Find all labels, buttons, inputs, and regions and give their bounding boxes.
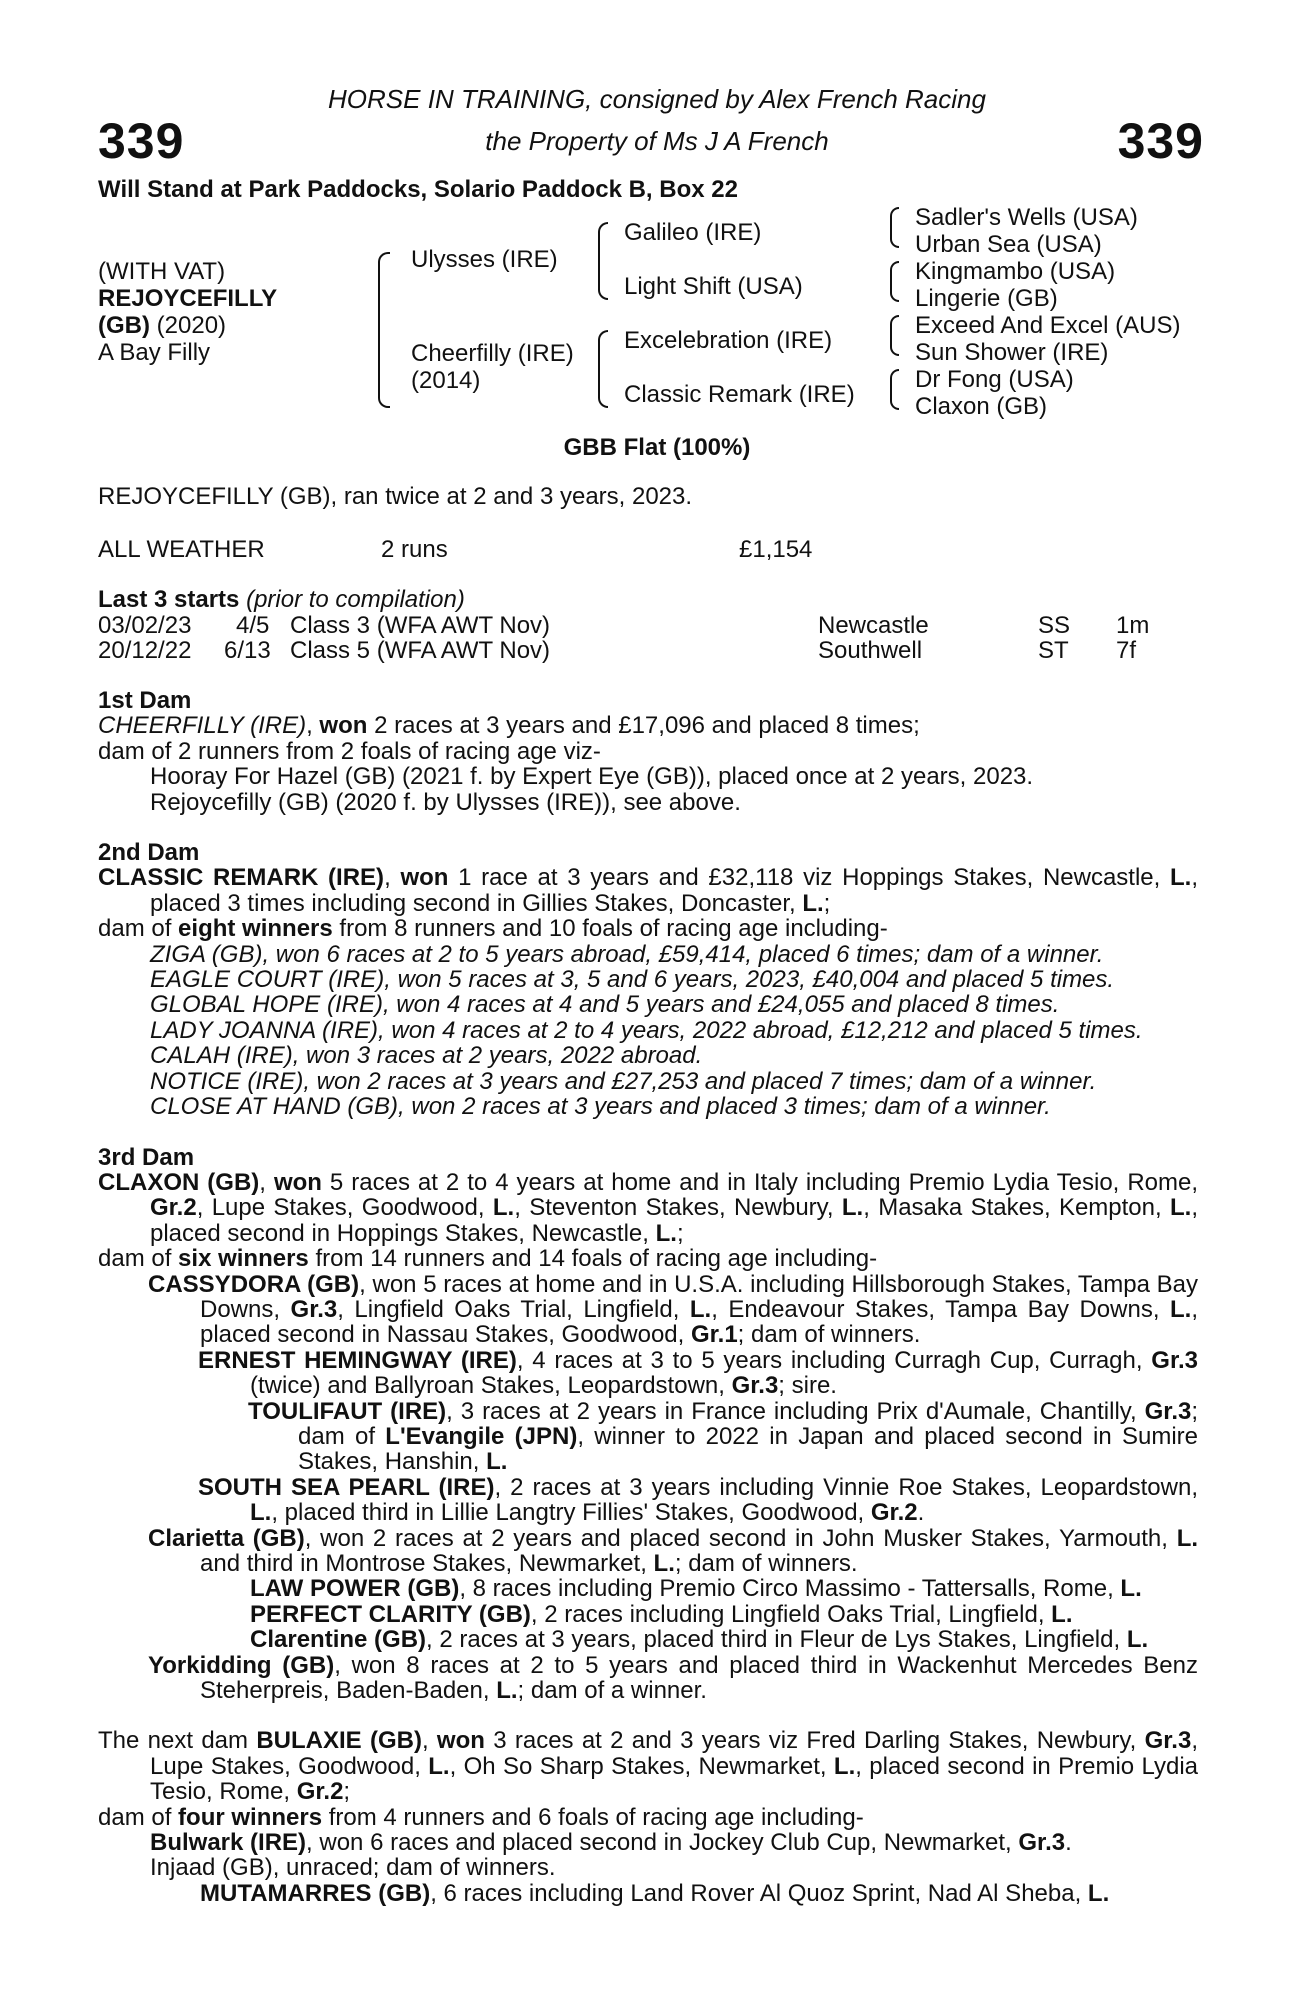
pedigree-dam: Cheerfilly (IRE)	[411, 340, 574, 367]
sire-dam-brace	[378, 252, 390, 408]
race-summary: REJOYCEFILLY (GB), ran twice at 2 and 3 years, 2023.	[98, 483, 693, 510]
listed-tag: L.	[655, 1219, 677, 1247]
next-dam-produce	[98, 1805, 1198, 1830]
record-text: .	[917, 1499, 925, 1527]
record-text: , 8 races including Premio Circo Massimo - Tattersalls, Rome,	[459, 1575, 1121, 1603]
start-course: Southwell	[818, 637, 923, 664]
progeny-entry: Injaad (GB), unraced; dam of winners.	[150, 1854, 556, 1882]
foal-entry: Rejoycefilly (GB) (2020 f. by Ulysses (IRE)), see above.	[150, 788, 741, 816]
progeny-name: SOUTH SEA PEARL (IRE)	[198, 1473, 495, 1501]
progeny-entry	[98, 1576, 1198, 1601]
gen3-brace-1	[890, 207, 899, 248]
record-text: ; dam of	[298, 1397, 1199, 1450]
gbb-flat: GBB Flat (100%)	[563, 434, 751, 461]
progeny-name: LADY JOANNA (IRE)	[150, 1016, 379, 1044]
record-text: from 4 runners and 6 foals of racing age including-	[322, 1803, 864, 1831]
pedigree-sdd: Lingerie (GB)	[915, 285, 1058, 312]
won-label: won	[400, 864, 449, 892]
start-distance: 7f	[1116, 637, 1137, 664]
listed-tag: L.	[841, 1194, 864, 1222]
record-text: , 4 races at 3 to 5 years including Curragh Cup, Curragh,	[516, 1346, 1152, 1374]
record-text: 1 race at 3 years and £32,118 viz Hoppings Stakes, Newcastle,	[448, 864, 1171, 892]
record-text: 3 races at 2 and 3 years viz Fred Darling Stakes, Newbury,	[484, 1727, 1145, 1755]
record-text: The next dam	[98, 1727, 257, 1755]
record-text: ; dam of winners.	[737, 1321, 921, 1349]
record-text: , placed second in Hoppings Stakes, Newcastle,	[150, 1194, 1198, 1247]
record-text: , placed second in Nassau Stakes, Goodwood,	[200, 1295, 1198, 1349]
lot-number-right: 339	[1117, 113, 1204, 169]
pedigree-ss: Galileo (IRE)	[624, 219, 762, 246]
dam-parents-brace	[598, 330, 608, 408]
start-going: ST	[1038, 637, 1069, 664]
separator: ,	[306, 712, 320, 740]
pedigree-dsd: Sun Shower (IRE)	[915, 339, 1109, 366]
progeny-record: , won 6 races at 2 to 5 years abroad, £59,414, placed 6 times; dam of a winner.	[262, 940, 1104, 968]
listed-tag: L.	[1169, 1295, 1192, 1323]
progeny-name: Clarentine (GB)	[250, 1626, 427, 1654]
listed-tag: L.	[1170, 864, 1192, 892]
separator: ;	[676, 1219, 684, 1247]
listed-tag: L.	[250, 1499, 272, 1527]
won-label: won	[273, 1168, 322, 1196]
record-text: ; sire.	[778, 1372, 837, 1400]
listed-tag: L.	[486, 1448, 508, 1476]
progeny-name: ERNEST HEMINGWAY (IRE)	[198, 1346, 517, 1374]
first-dam-record: 2 races at 3 years and £17,096 and placed 8 times;	[367, 712, 920, 740]
record-text: dam of	[98, 1803, 179, 1831]
listed-tag: L.	[653, 1550, 675, 1577]
record-text: , won 8 races at 2 to 5 years and placed third in Wackenhut Mercedes Benz Steherpreis, Baden-Baden,	[200, 1651, 1198, 1705]
horse-name: REJOYCEFILLY	[98, 285, 278, 312]
record-runs: 2 runs	[381, 536, 448, 563]
progeny-entry	[98, 1018, 1198, 1043]
first-dam-name: CHEERFILLY (IRE)	[98, 712, 307, 740]
progeny-record: , won 4 races at 4 and 5 years and £24,055 and placed 8 times.	[382, 991, 1060, 1019]
listed-tag: L.	[492, 1194, 515, 1222]
record-text: ; dam of winners.	[674, 1550, 858, 1577]
start-position: 6/13	[224, 637, 271, 664]
progeny-record: , won 4 races at 2 to 4 years, 2022 abroad, £12,212 and placed 5 times.	[378, 1016, 1143, 1044]
pedigree-dam-year: (2014)	[411, 367, 481, 394]
progeny-name: GLOBAL HOPE (IRE)	[150, 991, 383, 1019]
record-text: , 6 races including Land Rover Al Quoz Sprint, Nad Al Sheba,	[430, 1879, 1088, 1907]
start-race: Class 5 (WFA AWT Nov)	[290, 637, 551, 664]
pedigree-sd: Light Shift (USA)	[624, 273, 803, 300]
property-line: the Property of Ms J A French	[485, 126, 829, 156]
record-text: (twice) and Ballyroan Stakes, Leopardstown,	[250, 1372, 732, 1400]
record-text: , Steventon Stakes, Newbury,	[514, 1194, 842, 1222]
progeny-record: , won 2 races at 3 years and £27,253 and placed 7 times; dam of a winner.	[303, 1067, 1097, 1095]
first-dam-line	[98, 713, 1198, 738]
progeny-name: EAGLE COURT (IRE)	[150, 966, 385, 994]
start-date: 20/12/22	[98, 637, 192, 664]
separator: ;	[823, 889, 831, 917]
record-text: , Oh So Sharp Stakes, Newmarket,	[449, 1752, 834, 1780]
last-starts-note: (prior to compilation)	[239, 586, 465, 613]
record-text: .	[1065, 1829, 1072, 1857]
winners-count: four winners	[178, 1803, 323, 1831]
second-dam-produce	[98, 916, 1198, 941]
record-text: and third in Montrose Stakes, Newmarket,	[200, 1550, 654, 1577]
horse-country: (GB)	[98, 312, 150, 339]
listed-tag: L.	[1176, 1524, 1199, 1552]
horse-identity	[98, 258, 277, 366]
progeny-entry	[98, 1830, 1198, 1855]
lot-number-left: 339	[98, 113, 185, 169]
record-text: , won 5 races at home and in U.S.A. including Hillsborough Stakes, Tampa Bay Downs,	[200, 1270, 1198, 1323]
record-text: , 2 races at 3 years, placed third in Fleur de Lys Stakes, Lingfield,	[426, 1626, 1127, 1654]
record-text: ; dam of a winner.	[517, 1677, 707, 1705]
progeny-entry	[98, 942, 1198, 967]
progeny-name: LAW POWER (GB)	[250, 1575, 460, 1603]
horse-description: A Bay Filly	[98, 339, 211, 366]
record-text: , won 6 races and placed second in Jockey Club Cup, Newmarket,	[306, 1829, 1019, 1857]
start-going: SS	[1038, 612, 1071, 639]
third-dam-produce	[98, 1246, 1198, 1271]
third-dam-record	[98, 1170, 1198, 1246]
pedigree-ssd: Urban Sea (USA)	[915, 231, 1102, 258]
progeny-name: Clarietta (GB)	[148, 1524, 305, 1552]
group-tag: Gr.2	[296, 1778, 344, 1806]
progeny-name: Yorkidding (GB)	[148, 1651, 335, 1679]
progeny-entry	[98, 967, 1198, 992]
gen3-brace-3	[890, 315, 899, 356]
record-text: from 14 runners and 14 foals of racing age including-	[308, 1245, 878, 1273]
progeny-name: MUTAMARRES (GB)	[200, 1879, 431, 1907]
second-dam-record	[98, 865, 1198, 916]
progeny-entry	[98, 992, 1198, 1017]
last-starts-heading	[98, 587, 465, 612]
progeny-entry	[98, 1602, 1198, 1627]
progeny-entry	[98, 1653, 1198, 1704]
progeny-record: , won 5 races at 3, 5 and 6 years, 2023, £40,004 and placed 5 times.	[384, 966, 1115, 994]
listed-tag: L.	[1051, 1600, 1073, 1628]
separator: ;	[343, 1778, 351, 1806]
first-dam-produce: dam of 2 runners from 2 foals of racing age viz-	[98, 737, 601, 765]
catalogue-body	[98, 688, 1198, 1906]
record-text: , 3 races at 2 years in France including Prix d'Aumale, Chantilly,	[446, 1397, 1145, 1425]
listed-tag: L.	[496, 1677, 518, 1705]
record-text: dam of	[98, 915, 179, 943]
gen3-brace-4	[890, 369, 899, 410]
record-text: , Lingfield Oaks Trial, Lingfield,	[337, 1295, 690, 1323]
record-text: , Masaka Stakes, Kempton,	[863, 1194, 1170, 1222]
sire-parents-brace	[598, 222, 608, 300]
listed-tag: L.	[802, 889, 824, 917]
progeny-entry	[98, 1881, 1198, 1906]
progeny-name: TOULIFAUT (IRE)	[248, 1397, 447, 1425]
next-dam-record	[98, 1728, 1198, 1804]
second-dam-heading: 2nd Dam	[98, 839, 200, 867]
foal-entry: Hooray For Hazel (GB) (2021 f. by Expert Eye (GB)), placed once at 2 years, 2023.	[150, 763, 1034, 791]
progeny-name: CASSYDORA (GB)	[148, 1270, 360, 1298]
progeny-name: PERFECT CLARITY (GB)	[250, 1600, 531, 1628]
progeny-record: , won 2 races at 3 years and placed 3 times; dam of a winner.	[398, 1093, 1051, 1121]
record-text: , 2 races including Lingfield Oaks Trial, Lingfield,	[530, 1600, 1052, 1628]
stable-location: Will Stand at Park Paddocks, Solario Paddock B, Box 22	[98, 176, 738, 203]
record-text: dam of	[98, 1245, 179, 1273]
separator: ,	[384, 864, 401, 892]
pedigree-dd: Classic Remark (IRE)	[624, 381, 855, 408]
listed-tag: L.	[1126, 1626, 1149, 1654]
consignor-line: HORSE IN TRAINING, consigned by Alex French Racing	[328, 84, 986, 114]
group-tag: Gr.3	[1144, 1727, 1192, 1755]
record-text: , Endeavour Stakes, Tampa Bay Downs,	[711, 1295, 1170, 1323]
listed-tag: L.	[1087, 1879, 1110, 1907]
progeny-entry	[98, 1043, 1198, 1068]
group-tag: Gr.2	[870, 1499, 918, 1527]
group-tag: Gr.3	[1144, 1397, 1192, 1425]
group-tag: Gr.2	[150, 1194, 197, 1222]
vat-label: (WITH VAT)	[98, 258, 226, 285]
separator: ,	[259, 1168, 274, 1196]
progeny-entry	[98, 1627, 1198, 1652]
pedigree-sds: Kingmambo (USA)	[915, 258, 1116, 285]
third-dam-name: CLAXON (GB)	[98, 1168, 260, 1196]
progeny-name: CALAH (IRE)	[150, 1042, 293, 1070]
start-distance: 1m	[1116, 612, 1150, 639]
record-text: , Lupe Stakes, Goodwood,	[196, 1194, 493, 1222]
record-text: , winner to 2022 in Japan and placed second in Sumire Stakes, Hanshin,	[298, 1422, 1198, 1476]
record-text: from 8 runners and 10 foals of racing age including-	[332, 915, 888, 943]
record-text: , placed second in Premio Lydia Tesio, Rome,	[150, 1752, 1198, 1806]
second-dam-name: CLASSIC REMARK (IRE)	[98, 864, 385, 892]
group-tag: Gr.3	[1018, 1829, 1066, 1857]
start-date: 03/02/23	[98, 612, 192, 639]
start-course: Newcastle	[818, 612, 929, 639]
group-tag: Gr.3	[290, 1295, 338, 1323]
progeny-entry	[98, 1475, 1198, 1526]
progeny-entry	[98, 1348, 1198, 1399]
pedigree-dss: Exceed And Excel (AUS)	[915, 312, 1181, 339]
won-label: won	[319, 712, 368, 740]
progeny-name: ZIGA (GB)	[150, 940, 263, 968]
progeny-record: , won 3 races at 2 years, 2022 abroad.	[292, 1042, 703, 1070]
progeny-entry	[98, 1272, 1198, 1348]
pedigree-dds: Dr Fong (USA)	[915, 366, 1074, 393]
winners-count: six winners	[178, 1245, 309, 1273]
record-text: , placed third in Lillie Langtry Fillies' Stakes, Goodwood,	[271, 1499, 871, 1527]
separator: ,	[421, 1727, 437, 1755]
progeny-entry	[98, 1399, 1198, 1475]
horse-year: (2020)	[149, 312, 227, 339]
progeny-name: CLOSE AT HAND (GB)	[150, 1093, 399, 1121]
progeny-name: L'Evangile (JPN)	[385, 1422, 578, 1450]
progeny-name: Bulwark (IRE)	[150, 1829, 307, 1857]
progeny-name: NOTICE (IRE)	[150, 1067, 304, 1095]
listed-tag: L.	[833, 1752, 856, 1780]
pedigree-ddd: Claxon (GB)	[915, 393, 1048, 420]
listed-tag: L.	[1120, 1575, 1142, 1603]
record-text: , won 2 races at 2 years and placed second in John Musker Stakes, Yarmouth,	[304, 1524, 1177, 1552]
first-dam-heading: 1st Dam	[98, 687, 192, 714]
start-position: 4/5	[236, 612, 270, 639]
next-dam-name: BULAXIE (GB)	[256, 1727, 422, 1755]
record-text: , 2 races at 3 years including Vinnie Roe Stakes, Leopardstown,	[494, 1473, 1198, 1501]
pedigree-sss: Sadler's Wells (USA)	[915, 204, 1138, 231]
group-tag: Gr.3	[731, 1372, 779, 1400]
record-text: 5 races at 2 to 4 years at home and in Italy including Premio Lydia Tesio, Rome,	[321, 1168, 1199, 1196]
progeny-entry	[98, 1094, 1198, 1119]
group-tag: Gr.3	[1151, 1346, 1198, 1374]
start-race: Class 3 (WFA AWT Nov)	[290, 612, 551, 639]
listed-tag: L.	[1170, 1194, 1192, 1222]
last-starts-title: Last 3 starts	[98, 586, 240, 613]
progeny-entry	[98, 1526, 1198, 1577]
progeny-entry	[98, 1069, 1198, 1094]
pedigree-ds: Excelebration (IRE)	[624, 327, 833, 354]
winners-count: eight winners	[178, 915, 333, 943]
listed-tag: L.	[689, 1295, 712, 1323]
record-surface: ALL WEATHER	[98, 536, 265, 563]
won-label: won	[436, 1727, 485, 1755]
record-text: , Lupe Stakes, Goodwood,	[150, 1727, 1198, 1780]
third-dam-heading: 3rd Dam	[98, 1143, 195, 1171]
group-tag: Gr.1	[690, 1321, 738, 1349]
pedigree-sire: Ulysses (IRE)	[411, 246, 558, 273]
record-prize: £1,154	[739, 536, 813, 563]
listed-tag: L.	[428, 1752, 450, 1780]
record-text: , placed 3 times including second in Gillies Stakes, Doncaster,	[150, 864, 1199, 917]
gen3-brace-2	[890, 261, 899, 302]
